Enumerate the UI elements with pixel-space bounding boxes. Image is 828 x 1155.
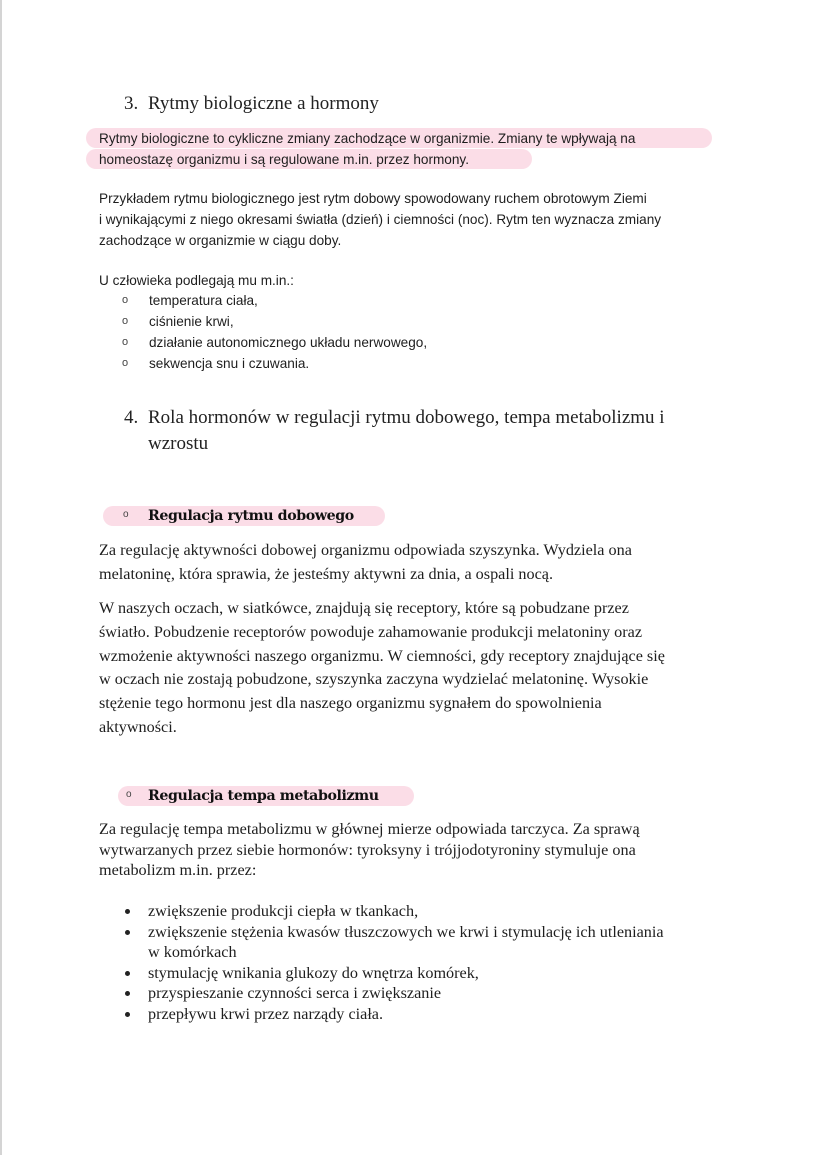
- bullet-dot-icon: [125, 971, 130, 976]
- section-4-heading: [124, 405, 665, 457]
- list-item: o ciśnienie krwi,: [120, 311, 427, 332]
- section-3-title: Rytmy biologiczne a hormony: [148, 93, 379, 114]
- rhythm-effects-list: [120, 290, 427, 374]
- subsection-title: Regulacja rytmu dobowego: [148, 508, 354, 524]
- section-4-title-line: Rola hormonów w regulacji rytmu dobowego, tempa metabolizmu i: [148, 407, 665, 428]
- list-item: przepływu krwi przez narządy ciała.: [120, 1004, 740, 1025]
- bullet-dot-icon: [125, 909, 130, 914]
- section-4-number: 4.: [124, 407, 139, 428]
- subsection-title: Regulacja tempa metabolizmu: [148, 788, 379, 804]
- text-line: w oczach nie zostają pobudzone, szyszynka zaczyna wydzielać melatoninę. Wysokie: [99, 670, 649, 689]
- hollow-bullet-icon: o: [123, 509, 129, 520]
- metabolism-effects-list: [120, 901, 740, 1024]
- text-line: aktywności.: [99, 717, 177, 736]
- section-4-title-line: wzrostu: [148, 433, 209, 454]
- text-line: Przykładem rytmu biologicznego jest rytm dobowy spowodowany ruchem obrotowym Ziemi: [99, 191, 647, 206]
- rhythm-example-paragraph: [99, 188, 739, 251]
- list-item: o sekwencja snu i czuwania.: [120, 353, 427, 374]
- circadian-paragraph-1: [99, 539, 739, 587]
- text-line: Za regulację tempa metabolizmu w głównej mierze odpowiada tarczyca. Za sprawą: [99, 820, 640, 838]
- bullet-dot-icon: [125, 991, 130, 996]
- list-intro: U człowieka podlegają mu m.in.:: [99, 273, 294, 288]
- text-line: W naszych oczach, w siatkówce, znajdują się receptory, które są pobudzane przez: [99, 599, 629, 617]
- highlighted-definition: [99, 128, 739, 170]
- hollow-bullet-icon: o: [122, 294, 129, 306]
- list-item: stymulację wnikania glukozy do wnętrza komórek,: [120, 963, 740, 984]
- text-line: wytwarzanych przez siebie hormonów: tyroksyny i trójjodotyroniny stymuluje ona: [99, 840, 636, 859]
- metabolism-paragraph: [99, 819, 739, 881]
- section-3-heading: [124, 91, 379, 117]
- section-3-number: 3.: [124, 93, 139, 114]
- list-item: zwiększenie stężenia kwasów tłuszczowych we krwi i stymulację ich utleniania w komórkach: [120, 922, 740, 963]
- text-line: światło. Pobudzenie receptorów powoduje zahamowanie produkcji melatoniny oraz: [99, 622, 643, 641]
- subsection-heading-metabolism: [118, 786, 414, 806]
- text-line: wzmożenie aktywności naszego organizmu. W ciemności, gdy receptory znajdujące się: [99, 646, 665, 665]
- hollow-bullet-icon: o: [122, 357, 129, 369]
- circadian-paragraph-2: [99, 597, 739, 740]
- list-item: o działanie autonomicznego układu nerwowego,: [120, 332, 427, 353]
- hollow-bullet-icon: o: [126, 789, 132, 800]
- text-line: stężenie tego hormonu jest dla naszego organizmu sygnałem do spowolnienia: [99, 694, 602, 713]
- bullet-dot-icon: [125, 1012, 130, 1017]
- list-item: o temperatura ciała,: [120, 290, 427, 311]
- bullet-dot-icon: [125, 930, 130, 935]
- text-line: metabolizm m.in. przez:: [99, 861, 257, 879]
- text-line: Rytmy biologiczne to cykliczne zmiany zachodzące w organizmie. Zmiany te wpływają na: [99, 131, 636, 146]
- list-item: zwiększenie produkcji ciepła w tkankach,: [120, 901, 740, 922]
- text-line: i wynikającymi z niego okresami światła (dzień) i ciemności (noc). Rytm ten wyznacza zmiany: [99, 212, 662, 227]
- page-left-edge: [0, 0, 2, 1155]
- text-line: melatoninę, która sprawia, że jesteśmy aktywni za dnia, a ospali nocą.: [99, 564, 553, 583]
- text-line: zachodzące w organizmie w ciągu doby.: [99, 233, 342, 248]
- hollow-bullet-icon: o: [122, 336, 129, 348]
- hollow-bullet-icon: o: [122, 315, 129, 327]
- subsection-heading-circadian: [103, 506, 385, 526]
- text-line: homeostazę organizmu i są regulowane m.in. przez hormony.: [99, 152, 469, 167]
- list-item: przyspieszanie czynności serca i zwiększanie: [120, 983, 740, 1004]
- text-line: Za regulację aktywności dobowej organizmu odpowiada szyszynka. Wydziela ona: [99, 541, 632, 559]
